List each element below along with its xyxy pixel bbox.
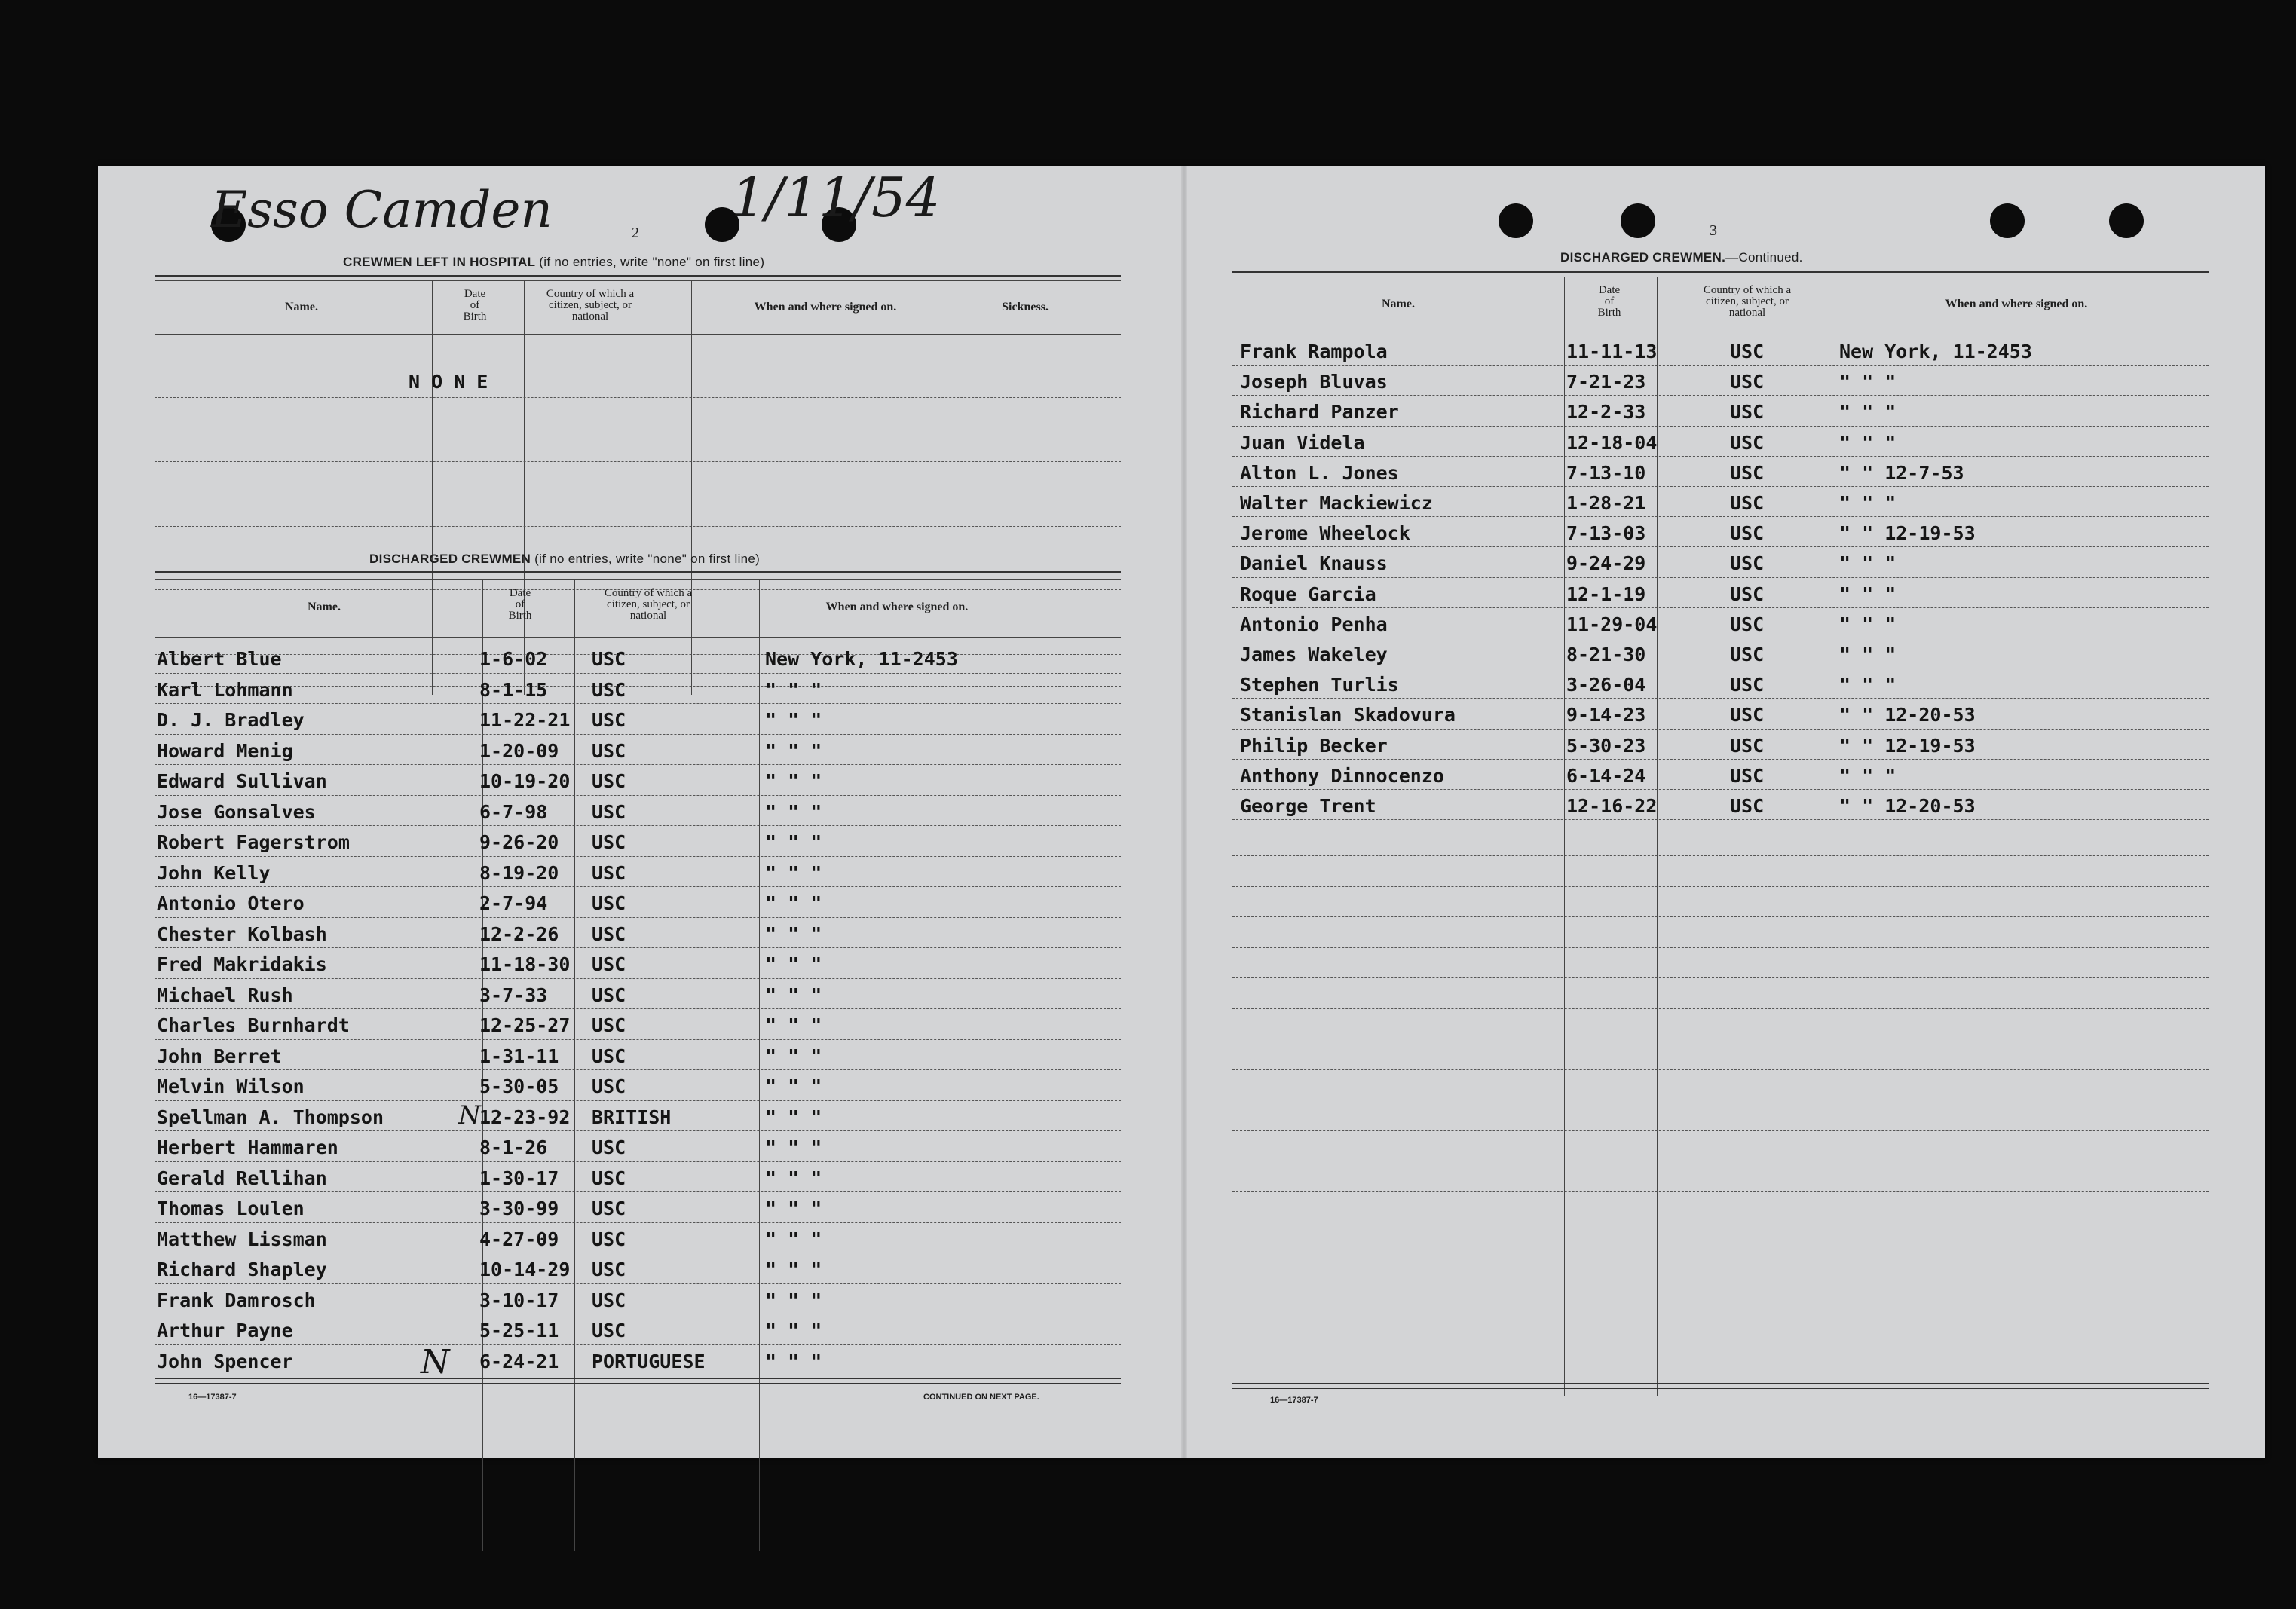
crew-citizenship: USC [1730, 522, 1765, 545]
crew-signed-on: " " 12-20-53 [1839, 704, 1976, 726]
crew-citizenship: USC [592, 861, 626, 884]
right-header-dob: Date of Birth [1597, 284, 1621, 319]
row-rule [1232, 426, 2209, 427]
blank-rule [1232, 1191, 2209, 1192]
crew-name: Walter Mackiewicz [1240, 492, 1433, 514]
crew-date-of-birth: 11-22-21 [479, 709, 571, 731]
crew-date-of-birth: 1-6-02 [479, 648, 548, 670]
row-rule [1232, 759, 2209, 760]
crew-signed-on: " " 12-19-53 [1839, 522, 1976, 545]
crew-citizenship: USC [592, 1259, 626, 1280]
crew-citizenship: USC [592, 1014, 626, 1036]
crew-date-of-birth: 5-30-05 [479, 1075, 559, 1097]
crew-date-of-birth: 12-23-92 [479, 1106, 571, 1128]
crew-date-of-birth: 6-24-21 [479, 1350, 559, 1372]
crew-date-of-birth: 6-7-98 [479, 800, 548, 823]
crew-signed-on: " " " [765, 709, 822, 731]
crew-signed-on: " " " [1839, 583, 1896, 605]
row-rule [155, 978, 1121, 979]
crew-signed-on: " " " [765, 739, 822, 762]
crew-name: Arthur Payne [157, 1320, 293, 1341]
crew-signed-on: " " " [1839, 371, 1896, 393]
discharged-header-country: Country of which a citizen, subject, or national [604, 587, 693, 622]
crew-citizenship: USC [592, 953, 626, 975]
hospital-header-sickness: Sickness. [1002, 301, 1049, 314]
blank-rule [1232, 1130, 2209, 1131]
row-rule [155, 1100, 1121, 1101]
blank-rule [1232, 1008, 2209, 1009]
crew-name: Gerald Rellihan [157, 1167, 327, 1189]
crew-signed-on: New York, 11-2453 [1839, 341, 2032, 362]
row-rule [155, 1069, 1121, 1070]
page-fold [1181, 166, 1187, 1458]
crew-date-of-birth: 11-11-13 [1566, 341, 1658, 362]
right-header-country: Country of which a citizen, subject, or national [1703, 284, 1792, 319]
crew-date-of-birth: 9-24-29 [1566, 552, 1646, 575]
crew-date-of-birth: 12-2-26 [479, 922, 559, 945]
crew-name: Juan Videla [1240, 431, 1365, 454]
crew-name: Antonio Otero [157, 892, 305, 914]
hospital-header-country: Country of which a citizen, subject, or national [546, 288, 635, 323]
row-rule [155, 1283, 1121, 1284]
crew-signed-on: " " " [765, 983, 822, 1006]
crew-name: Alton L. Jones [1240, 461, 1399, 484]
crew-citizenship: USC [1730, 552, 1765, 575]
crew-signed-on: " " " [765, 1014, 822, 1036]
crew-citizenship: USC [592, 800, 626, 823]
crew-citizenship: BRITISH [592, 1106, 672, 1128]
crew-signed-on: " " " [765, 678, 822, 701]
crew-date-of-birth: 2-7-94 [479, 892, 548, 914]
crew-name: Charles Burnhardt [157, 1014, 350, 1036]
crew-name: Spellman A. Thompson [157, 1106, 384, 1128]
crew-name: Robert Fagerstrom [157, 831, 350, 853]
crew-citizenship: USC [592, 678, 626, 701]
crew-name: John Kelly [157, 861, 271, 884]
crew-citizenship: USC [1730, 674, 1765, 696]
row-rule [1232, 577, 2209, 578]
crew-name: Anthony Dinnocenzo [1240, 764, 1444, 787]
crew-signed-on: " " " [1839, 552, 1896, 575]
row-rule [1232, 698, 2209, 699]
discharged-continued-title: DISCHARGED CREWMEN.—Continued. [1560, 250, 1803, 265]
punch-hole [1621, 203, 1655, 238]
row-rule [155, 673, 1121, 674]
crew-name: Daniel Knauss [1240, 552, 1388, 575]
crew-signed-on: " " 12-19-53 [1839, 734, 1976, 757]
crew-name: Jose Gonsalves [157, 800, 316, 823]
crew-name: Joseph Bluvas [1240, 371, 1388, 393]
crew-date-of-birth: 12-2-33 [1566, 401, 1646, 424]
crew-citizenship: USC [592, 648, 626, 670]
discharged-header-signed: When and where signed on. [825, 601, 969, 613]
crew-signed-on: " " " [765, 1167, 822, 1189]
row-rule [1232, 365, 2209, 366]
crew-date-of-birth: 12-1-19 [1566, 583, 1646, 605]
crew-citizenship: USC [1730, 583, 1765, 605]
discharged-section-title: DISCHARGED CREWMEN (if no entries, write "none" on first line) [369, 552, 761, 566]
crew-signed-on: " " " [1839, 674, 1896, 696]
page-number-left: 2 [632, 225, 639, 241]
crew-citizenship: USC [592, 1228, 626, 1250]
crew-signed-on: " " " [1839, 644, 1896, 665]
crew-signed-on: " " " [765, 861, 822, 884]
crew-name: Frank Rampola [1240, 341, 1388, 362]
right-header-name: Name. [1382, 298, 1415, 310]
crew-name: Thomas Loulen [157, 1198, 305, 1219]
crew-date-of-birth: 7-21-23 [1566, 371, 1646, 393]
crew-date-of-birth: 1-28-21 [1566, 492, 1646, 514]
row-rule [1232, 729, 2209, 730]
crew-name: Michael Rush [157, 983, 293, 1006]
crew-signed-on: " " " [765, 892, 822, 914]
crew-signed-on: " " 12-20-53 [1839, 795, 1976, 817]
crew-citizenship: USC [592, 831, 626, 853]
crew-date-of-birth: 1-30-17 [479, 1167, 559, 1189]
crew-citizenship: USC [592, 739, 626, 762]
crew-citizenship: USC [592, 892, 626, 914]
crew-name: Fred Makridakis [157, 953, 327, 975]
crew-citizenship: USC [1730, 461, 1765, 484]
crew-date-of-birth: 1-20-09 [479, 739, 559, 762]
crew-citizenship: USC [592, 1167, 626, 1189]
row-rule [155, 886, 1121, 887]
crew-signed-on: " " " [765, 1075, 822, 1097]
hospital-header-signed: When and where signed on. [754, 301, 897, 314]
crew-date-of-birth: 3-10-17 [479, 1289, 559, 1311]
crew-citizenship: USC [592, 1289, 626, 1311]
crew-signed-on: " " " [765, 1136, 822, 1158]
crew-name: Stanislan Skadovura [1240, 704, 1456, 726]
row-rule [1232, 395, 2209, 396]
crew-date-of-birth: 5-25-11 [479, 1320, 559, 1341]
crew-name: Melvin Wilson [157, 1075, 305, 1097]
crew-signed-on: " " " [1839, 764, 1896, 787]
row-rule [155, 1130, 1121, 1131]
crew-date-of-birth: 3-30-99 [479, 1198, 559, 1219]
crew-citizenship: USC [592, 709, 626, 731]
crew-citizenship: USC [592, 983, 626, 1006]
crew-citizenship: USC [592, 1320, 626, 1341]
vessel-annotation: Esso Camden [211, 181, 553, 239]
crew-name: Richard Panzer [1240, 401, 1399, 424]
row-rule [1232, 456, 2209, 457]
page-number-right: 3 [1710, 222, 1717, 239]
crew-name: James Wakeley [1240, 644, 1388, 665]
row-rule [155, 1161, 1121, 1162]
crew-signed-on: " " " [765, 922, 822, 945]
crew-signed-on: " " 12-7-53 [1839, 461, 1964, 484]
blank-rule [1232, 886, 2209, 887]
row-rule [1232, 819, 2209, 820]
row-rule [155, 917, 1121, 918]
crew-name: George Trent [1240, 795, 1376, 817]
crew-date-of-birth: 8-1-15 [479, 678, 548, 701]
crew-date-of-birth: 11-18-30 [479, 953, 571, 975]
crew-name: John Berret [157, 1045, 282, 1067]
crew-date-of-birth: 7-13-10 [1566, 461, 1646, 484]
crew-citizenship: USC [592, 1075, 626, 1097]
blank-rule [1232, 1069, 2209, 1070]
crew-date-of-birth: 6-14-24 [1566, 764, 1646, 787]
crew-signed-on: " " " [765, 1106, 822, 1128]
crew-date-of-birth: 4-27-09 [479, 1228, 559, 1250]
crew-signed-on: " " " [765, 953, 822, 975]
crew-citizenship: USC [1730, 371, 1765, 393]
row-rule [1232, 486, 2209, 487]
row-rule [155, 1222, 1121, 1223]
row-rule [155, 734, 1121, 735]
crew-date-of-birth: 8-1-26 [479, 1136, 548, 1158]
crew-signed-on: " " " [765, 1198, 822, 1219]
hospital-header-dob: Date of Birth [463, 288, 487, 323]
crew-date-of-birth: 3-26-04 [1566, 674, 1646, 696]
blank-rule [1232, 916, 2209, 917]
crew-citizenship: USC [592, 922, 626, 945]
blank-rule [1232, 977, 2209, 978]
crew-signed-on: " " " [1839, 401, 1896, 424]
hospital-none-entry: N O N E [409, 371, 488, 393]
crew-date-of-birth: 8-21-30 [1566, 644, 1646, 665]
hospital-section-title: CREWMEN LEFT IN HOSPITAL (if no entries, write "none" on first line) [343, 255, 765, 269]
crew-signed-on: " " " [765, 1350, 822, 1372]
crew-date-of-birth: 12-16-22 [1566, 795, 1658, 817]
row-rule [155, 1008, 1121, 1009]
form-number-left: 16—17387-7 [188, 1393, 237, 1402]
row-rule [155, 856, 1121, 857]
crew-name: Stephen Turlis [1240, 674, 1399, 696]
crew-citizenship: USC [1730, 704, 1765, 726]
crew-name: Philip Becker [1240, 734, 1388, 757]
crew-name: Matthew Lissman [157, 1228, 327, 1250]
crew-date-of-birth: 10-14-29 [479, 1259, 571, 1280]
crew-citizenship: PORTUGUESE [592, 1350, 706, 1372]
crew-citizenship: USC [1730, 644, 1765, 665]
hospital-header-name: Name. [285, 301, 318, 314]
crew-signed-on: " " " [765, 1045, 822, 1067]
crew-signed-on: " " " [765, 1289, 822, 1311]
crew-signed-on: " " " [765, 800, 822, 823]
crew-name: Edward Sullivan [157, 770, 327, 792]
crew-signed-on: " " " [765, 831, 822, 853]
crew-name: Albert Blue [157, 648, 282, 670]
punch-hole [2109, 203, 2144, 238]
crew-citizenship: USC [592, 1045, 626, 1067]
row-rule [155, 795, 1121, 796]
crew-date-of-birth: 12-25-27 [479, 1014, 571, 1036]
crew-date-of-birth: 1-31-11 [479, 1045, 559, 1067]
row-rule [155, 703, 1121, 704]
row-rule [155, 764, 1121, 765]
crew-signed-on: " " " [1839, 431, 1896, 454]
crew-signed-on: " " " [1839, 613, 1896, 635]
crew-citizenship: USC [592, 770, 626, 792]
document-scan [98, 166, 2265, 1458]
crew-citizenship: USC [1730, 341, 1765, 362]
crew-citizenship: USC [1730, 764, 1765, 787]
punch-hole [1499, 203, 1533, 238]
continued-note: CONTINUED ON NEXT PAGE. [923, 1393, 1039, 1402]
crew-citizenship: USC [592, 1198, 626, 1219]
crew-signed-on: " " " [1839, 492, 1896, 514]
crew-name: Frank Damrosch [157, 1289, 316, 1311]
crew-citizenship: USC [592, 1136, 626, 1158]
crew-citizenship: USC [1730, 795, 1765, 817]
row-rule [1232, 607, 2209, 608]
row-rule [1232, 516, 2209, 517]
handwritten-mark: N [421, 1343, 450, 1381]
crew-name: Karl Lohmann [157, 678, 293, 701]
crew-date-of-birth: 7-13-03 [1566, 522, 1646, 545]
crew-name: Howard Menig [157, 739, 293, 762]
row-rule [155, 1344, 1121, 1345]
row-rule [155, 825, 1121, 826]
crew-citizenship: USC [1730, 492, 1765, 514]
crew-name: John Spencer [157, 1350, 293, 1372]
crew-date-of-birth: 12-18-04 [1566, 431, 1658, 454]
crew-name: Roque Garcia [1240, 583, 1376, 605]
handwritten-mark: N [458, 1100, 481, 1130]
crew-signed-on: New York, 11-2453 [765, 648, 958, 670]
row-rule [155, 1191, 1121, 1192]
crew-name: Richard Shapley [157, 1259, 327, 1280]
crew-signed-on: " " " [765, 1228, 822, 1250]
row-rule [155, 947, 1121, 948]
date-annotation: 1/11/54 [731, 166, 941, 229]
discharged-header-name: Name. [308, 601, 341, 613]
crew-name: Chester Kolbash [157, 922, 327, 945]
crew-signed-on: " " " [765, 1259, 822, 1280]
blank-rule [1232, 947, 2209, 948]
form-number-right: 16—17387-7 [1270, 1396, 1318, 1405]
punch-hole [1990, 203, 2025, 238]
crew-signed-on: " " " [765, 1320, 822, 1341]
row-rule [155, 1039, 1121, 1040]
crew-name: D. J. Bradley [157, 709, 305, 731]
crew-citizenship: USC [1730, 613, 1765, 635]
crew-citizenship: USC [1730, 401, 1765, 424]
crew-date-of-birth: 9-26-20 [479, 831, 559, 853]
crew-date-of-birth: 11-29-04 [1566, 613, 1658, 635]
row-rule [1232, 546, 2209, 547]
row-rule [1232, 789, 2209, 790]
crew-date-of-birth: 8-19-20 [479, 861, 559, 884]
crew-date-of-birth: 10-19-20 [479, 770, 571, 792]
crew-signed-on: " " " [765, 770, 822, 792]
crew-name: Herbert Hammaren [157, 1136, 338, 1158]
crew-name: Antonio Penha [1240, 613, 1388, 635]
blank-rule [1232, 855, 2209, 856]
crew-citizenship: USC [1730, 734, 1765, 757]
crew-date-of-birth: 3-7-33 [479, 983, 548, 1006]
crew-date-of-birth: 9-14-23 [1566, 704, 1646, 726]
crew-date-of-birth: 5-30-23 [1566, 734, 1646, 757]
crew-citizenship: USC [1730, 431, 1765, 454]
discharged-header-dob: Date of Birth [508, 587, 532, 622]
crew-name: Jerome Wheelock [1240, 522, 1410, 545]
right-header-signed: When and where signed on. [1945, 298, 2088, 310]
